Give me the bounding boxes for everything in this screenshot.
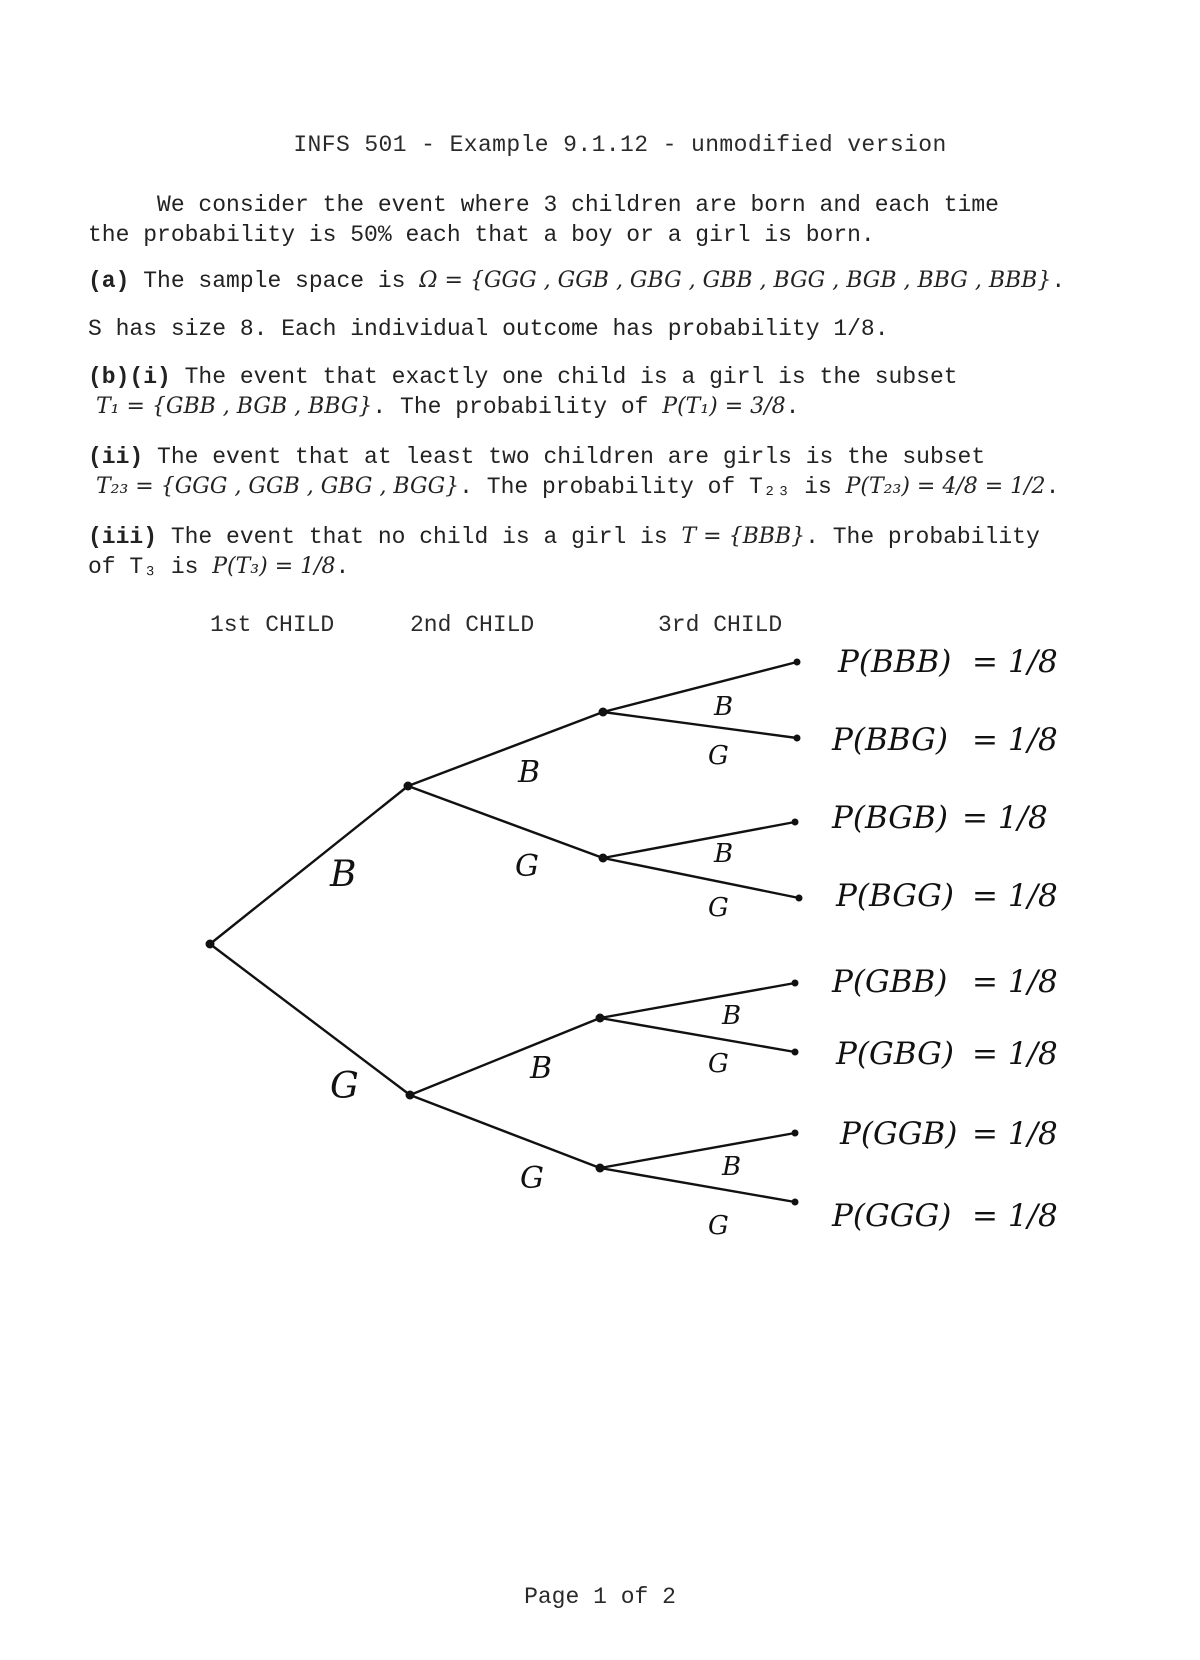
leaf-bgg bbox=[796, 895, 803, 902]
branch-label-2nd-b1: B bbox=[518, 755, 541, 790]
t1-set-formula: T₁ = {GBB , BGB , BBG} bbox=[96, 394, 373, 419]
t1-probability-formula: P(T₁) = 3/8 bbox=[662, 394, 786, 419]
t3-probability-formula: P(T₃) = 1/8 bbox=[212, 554, 336, 579]
leaf-gbb bbox=[792, 980, 799, 987]
part-b-ii-tail: . bbox=[1045, 474, 1060, 500]
leaf-ggb bbox=[792, 1130, 799, 1137]
part-b-i-text-2: . The probability of bbox=[372, 394, 663, 420]
branch-label-3rd-8: G bbox=[708, 1211, 729, 1241]
part-b-ii-text-1: The event that at least two children are girls is the subset bbox=[143, 444, 986, 470]
node-gg bbox=[596, 1164, 605, 1173]
node-bg bbox=[599, 854, 608, 863]
branch-label-2nd-g1: G bbox=[515, 849, 539, 884]
outcome-label-bgb: P(BGB) bbox=[832, 800, 948, 836]
part-b-ii-label: (ii) bbox=[88, 444, 144, 470]
outcome-value-bgg: = 1/8 bbox=[972, 878, 1058, 914]
branch-label-1st-g: G bbox=[330, 1066, 359, 1107]
outcome-label-bgg: P(BGG) bbox=[836, 878, 954, 914]
branch-label-1st-b: B bbox=[330, 854, 357, 895]
edge-bg-bgg bbox=[603, 858, 799, 898]
leaf-bbg bbox=[794, 735, 801, 742]
part-a-tail: . bbox=[1051, 268, 1066, 294]
branch-label-3rd-6: G bbox=[708, 1049, 729, 1079]
outcome-value-ggb: = 1/8 bbox=[972, 1116, 1058, 1152]
edge-gg-ggb bbox=[600, 1133, 795, 1168]
branch-label-2nd-g2: G bbox=[520, 1161, 544, 1196]
edge-root-b bbox=[210, 786, 408, 944]
sample-space-formula: Ω = {GGG , GGB , GBG , GBB , BGG , BGB , BBG , BBB} bbox=[419, 268, 1052, 293]
part-b-iii-text-1: The event that no child is a girl is bbox=[157, 524, 682, 550]
part-b-iii-text-2: . The probability bbox=[805, 524, 1040, 550]
page-title: INFS 501 - Example 9.1.12 - unmodified version bbox=[293, 132, 947, 158]
edge-bg-bgb bbox=[603, 822, 795, 858]
edge-b-bg bbox=[408, 786, 603, 858]
edge-gb-gbb bbox=[600, 983, 795, 1018]
t23-set-formula: T₂₃ = {GGG , GGB , GBG , BGG} bbox=[96, 474, 460, 499]
edge-b-bb bbox=[408, 712, 603, 786]
node-root bbox=[206, 940, 215, 949]
t23-probability-formula: P(T₂₃) = 4/8 = 1/2 bbox=[845, 474, 1046, 499]
header-1st-child: 1st CHILD bbox=[210, 612, 335, 638]
edge-bb-bbb bbox=[603, 662, 797, 712]
leaf-bbb bbox=[794, 659, 801, 666]
leaf-ggg bbox=[792, 1199, 799, 1206]
edge-root-g bbox=[210, 944, 410, 1095]
outcome-value-bgb: = 1/8 bbox=[962, 800, 1048, 836]
outcome-value-gbg: = 1/8 bbox=[972, 1036, 1058, 1072]
node-b bbox=[404, 782, 413, 791]
leaf-gbg bbox=[792, 1049, 799, 1056]
intro-line-2: the probability is 50% each that a boy or a girl is born. bbox=[88, 222, 875, 248]
leaf-bgb bbox=[792, 819, 799, 826]
outcome-label-gbb: P(GBB) bbox=[832, 964, 948, 1000]
part-b-iii-line-2-text: of T₃ is bbox=[88, 554, 213, 580]
node-bb bbox=[599, 708, 608, 717]
outcome-label-ggb: P(GGB) bbox=[840, 1116, 958, 1152]
edge-bb-bbg bbox=[603, 712, 797, 738]
outcome-value-bbg: = 1/8 bbox=[972, 722, 1058, 758]
node-gb bbox=[596, 1014, 605, 1023]
branch-label-3rd-3: B bbox=[714, 839, 734, 869]
outcome-value-ggg: = 1/8 bbox=[972, 1198, 1058, 1234]
outcome-label-gbg: P(GBG) bbox=[836, 1036, 954, 1072]
part-b-i-tail: . bbox=[785, 394, 800, 420]
outcome-label-bbb: P(BBB) bbox=[838, 644, 952, 680]
page-footer: Page 1 of 2 bbox=[524, 1584, 676, 1610]
outcome-label-ggg: P(GGG) bbox=[832, 1198, 952, 1234]
outcome-value-bbb: = 1/8 bbox=[972, 644, 1058, 680]
part-a-text: The sample space is bbox=[129, 268, 420, 294]
edge-gg-ggg bbox=[600, 1168, 795, 1202]
part-b-ii-text-2: . The probability of T₂₃ is bbox=[459, 474, 846, 500]
edge-gb-gbg bbox=[600, 1018, 795, 1052]
outcome-value-gbb: = 1/8 bbox=[972, 964, 1058, 1000]
part-b-iii-tail: . bbox=[335, 554, 350, 580]
branch-label-3rd-5: B bbox=[722, 1001, 742, 1031]
header-2nd-child: 2nd CHILD bbox=[410, 612, 535, 638]
branch-label-3rd-4: G bbox=[708, 893, 729, 923]
part-a-label: (a) bbox=[88, 268, 130, 294]
branch-label-3rd-1: B bbox=[714, 692, 734, 722]
outcome-label-bbg: P(BBG) bbox=[832, 722, 948, 758]
branch-label-3rd-7: B bbox=[722, 1152, 742, 1182]
part-b-iii-label: (iii) bbox=[88, 524, 158, 550]
intro-line-1: We consider the event where 3 children are born and each time bbox=[88, 192, 999, 218]
node-g bbox=[406, 1091, 415, 1100]
part-b-i-text-1: The event that exactly one child is a girl is the subset bbox=[170, 364, 958, 390]
branch-label-2nd-b2: B bbox=[530, 1051, 553, 1086]
part-b-i-label: (b)(i) bbox=[88, 364, 171, 390]
sample-size-line: S has size 8. Each individual outcome has probability 1/8. bbox=[88, 316, 889, 342]
edge-g-gb bbox=[410, 1018, 600, 1095]
header-3rd-child: 3rd CHILD bbox=[658, 612, 783, 638]
branch-label-3rd-2: G bbox=[708, 741, 729, 771]
edge-g-gg bbox=[410, 1095, 600, 1168]
t-set-formula: T = {BBB} bbox=[681, 524, 806, 549]
